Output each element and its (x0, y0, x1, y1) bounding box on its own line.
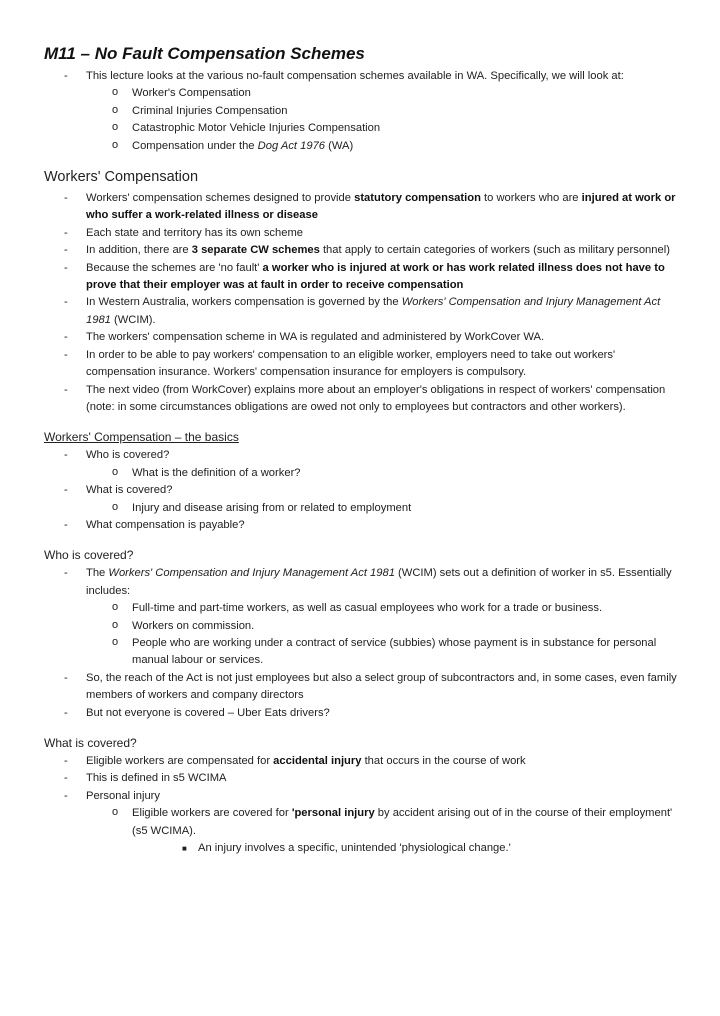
page-title: M11 – No Fault Compensation Schemes (44, 44, 365, 63)
list-item: - The next video (from WorkCover) explains more about an employer's obligations in respect of workers' compensation (note: in some circumstances obligations are owed not only to employees but contractors and other workers). (44, 382, 680, 417)
list-item: o Criminal Injuries Compensation (88, 103, 680, 120)
section-heading-what-covered: What is covered? (44, 736, 137, 750)
list-item (44, 565, 680, 669)
list-item: o What is the definition of a worker? (88, 465, 680, 482)
list-item (88, 138, 680, 155)
basics-list (44, 447, 680, 534)
list-item (44, 753, 680, 770)
intro-bullet (44, 68, 680, 155)
workers-comp-list (44, 190, 680, 416)
bold-text: a worker who is injured at work or has work related illness does not have to prove that their employer was at fault in order to receive compensation (86, 261, 665, 292)
text: Compensation under the (132, 139, 258, 152)
list-item (44, 242, 680, 259)
text: (WCIM) sets out a definition of worker in s5. Essentially includes: (86, 567, 672, 597)
text: In Western Australia, workers compensation is governed by the (86, 296, 402, 309)
text: What is covered? (86, 484, 173, 497)
list-item (44, 788, 680, 858)
list-item (44, 294, 680, 329)
list-item: - This is defined in s5 WCIMA (44, 770, 680, 787)
section-heading-who-covered: Who is covered? (44, 548, 134, 563)
list-item: - Each state and territory has its own scheme (44, 225, 680, 242)
sublist (88, 805, 680, 857)
text: Who is covered? (86, 449, 170, 462)
list-item: o Workers on commission. (88, 618, 680, 635)
section-heading-workers-compensation: Workers' Compensation (44, 169, 199, 186)
bold-text: injured at work or who suffer a work-related illness or disease (86, 192, 676, 222)
list-item (44, 447, 680, 482)
text: that occurs in the course of work (361, 755, 526, 767)
text: Workers' compensation schemes designed to provide (86, 192, 355, 205)
text: by accident arising out of in the course of their employment' (s5 WCIMA). (132, 807, 673, 837)
list-item: o Catastrophic Motor Vehicle Injuries Compensation (88, 120, 680, 137)
list-item: - What compensation is payable? (44, 517, 680, 534)
list-item: o People who are working under a contract of service (subbies) whose payment is in substance for personal manual labour or services. (88, 635, 680, 670)
list-item: - In order to be able to pay workers' compensation to an eligible worker, employers need to take out workers' compensation insurance. Workers' compensation insurance for employers is compulsory. (44, 347, 680, 382)
act-title: Workers' Compensation and Injury Management Act 1981 (86, 296, 661, 326)
text: Eligible workers are covered for (132, 807, 292, 820)
text: (WCIM). (110, 313, 156, 326)
text: to workers who are (480, 192, 582, 205)
who-covered-list (44, 565, 680, 722)
text: The (86, 567, 109, 580)
list-item: - So, the reach of the Act is not just employees but also a select group of subcontractors and, in some cases, even family members of workers and company directors (44, 670, 680, 705)
text: Because the schemes are 'no fault' (86, 261, 263, 274)
sublist (88, 465, 680, 482)
list-item: ■ An injury involves a specific, unintended 'physiological change.' (132, 840, 680, 857)
list-item (44, 482, 680, 517)
act-title: Workers' Compensation and Injury Management Act 1981 (108, 567, 395, 580)
list-item: o Full-time and part-time workers, as well as casual employees who work for a trade or business. (88, 600, 680, 617)
list-item (44, 190, 680, 225)
bold-text: 'personal injury (291, 807, 375, 820)
intro-list (44, 68, 680, 155)
list-item (44, 260, 680, 295)
list-item (88, 805, 680, 857)
list-item: - But not everyone is covered – Uber Eats drivers? (44, 705, 680, 722)
what-covered-list (44, 753, 680, 857)
list-item: - The workers' compensation scheme in WA is regulated and administered by WorkCover WA. (44, 329, 680, 346)
bold-text: accidental injury (273, 755, 362, 767)
sublist (88, 500, 680, 517)
section-heading-basics: Workers' Compensation – the basics (44, 430, 239, 445)
bold-text: 3 separate CW schemes (191, 244, 320, 257)
text: (WA) (325, 139, 354, 152)
act-title: Dog Act 1976 (257, 139, 326, 152)
text: Eligible workers are compensated for (86, 755, 274, 767)
list-item: o Worker's Compensation (88, 85, 680, 102)
sub-sublist (132, 840, 680, 857)
text: that apply to certain categories of workers (such as military personnel) (319, 244, 670, 257)
intro-sublist (88, 85, 680, 155)
list-item: o Injury and disease arising from or related to employment (88, 500, 680, 517)
text: In addition, there are (86, 244, 192, 257)
sublist (88, 600, 680, 670)
bold-text: statutory compensation (354, 192, 481, 205)
text: Personal injury (86, 789, 160, 802)
intro-text: This lecture looks at the various no-fault compensation schemes available in WA. Specifically, we will look at: (86, 70, 624, 82)
